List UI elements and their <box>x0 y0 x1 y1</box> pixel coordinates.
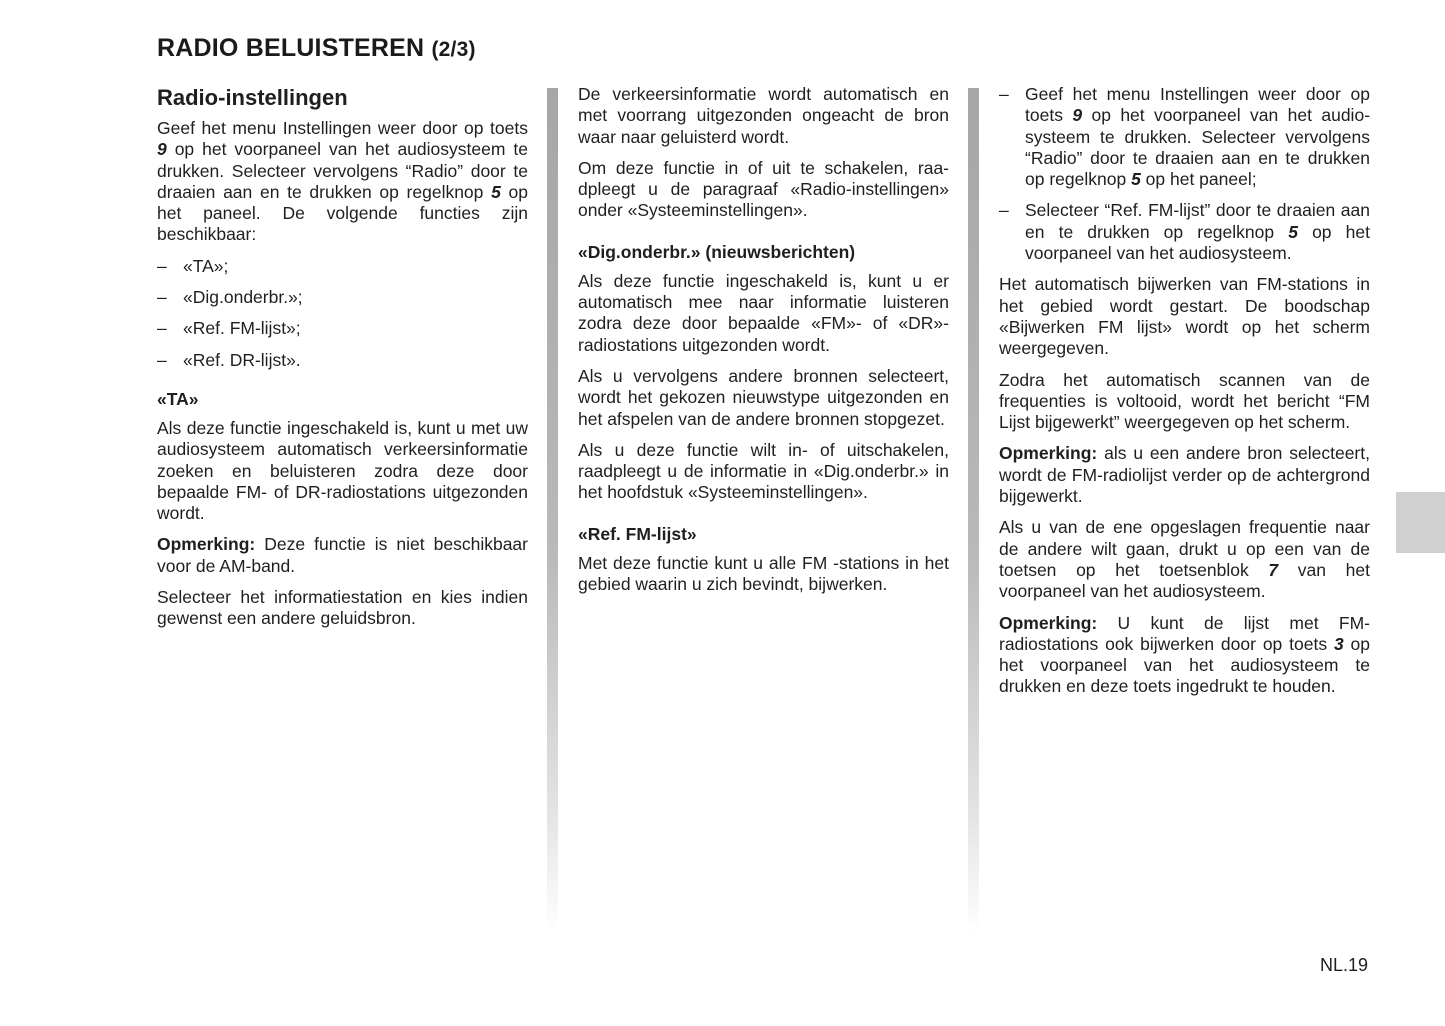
intro-text-c: op het paneel. De volgende functies zijn beschikbaar: <box>157 181 529 245</box>
step-text: Geef het menu Instellingen weer door op toets <box>1025 84 1370 126</box>
intro-paragraph <box>157 118 528 246</box>
subheading-dig-onderbr: «Dig.onderbr.» (nieuwsberichten) <box>578 241 856 262</box>
key-ref-3: 3 <box>1333 633 1344 654</box>
preset-paragraph <box>999 517 1370 602</box>
step-text: op het paneel; <box>1140 169 1257 190</box>
key-ref-7: 7 <box>1268 559 1279 580</box>
note-text: als u een andere bron selecteert, wordt de FM-radiolijst verder op de achtergrond bijgewerkt. <box>999 443 1370 507</box>
column-1 <box>157 84 528 640</box>
key-ref-5: 5 <box>491 181 501 202</box>
note-paragraph <box>999 613 1370 698</box>
column-2 <box>578 84 949 605</box>
dig-paragraph-2: Als u vervolgens andere bronnen selecteert, wordt het gekozen nieuwstype uitgezonden en het afspelen van de andere bronnen stopgezet. <box>578 365 949 429</box>
dash-marker: – <box>999 84 1009 104</box>
dig-paragraph-3: Als u deze functie wilt in- of uitschakelen, raadpleegt u de informatie in «Dig.onderbr.» in het hoofdstuk «Systeeminstellingen». <box>578 439 949 503</box>
note-label: Opmerking: <box>999 443 1098 464</box>
ta-paragraph: Als deze functie ingeschakeld is, kunt u met uw audiosysteem automatisch verkeersinformatie zoeken en beluisteren zodra deze door bepaalde FM- of DR-radiostations uitgezonden wordt. <box>157 417 528 524</box>
step-list <box>999 84 1370 264</box>
column-divider <box>547 88 558 933</box>
dash-marker: – <box>157 287 167 308</box>
intro-text-a: Geef het menu Instellingen weer door op toets <box>157 118 528 138</box>
list-item <box>157 318 528 339</box>
list-item <box>999 200 1370 264</box>
subheading-ref-fm-list: «Ref. FM-lijst» <box>578 523 697 544</box>
preset-text: van het voorpaneel van het audiosysteem. <box>999 559 1370 602</box>
chapter-thumb-tab <box>1396 492 1445 553</box>
note-label: Opmerking: <box>999 612 1098 633</box>
preset-text: Als u van de ene opgeslagen frequentie naar de andere wilt gaan, drukt u op een van de toetsen op het toetsenblok <box>999 517 1370 580</box>
key-ref-9: 9 <box>157 139 167 160</box>
traffic-info-paragraph: De verkeersinformatie wordt automatisch en met voorrang uitgezonden ongeacht de bron waar naar geluisterd wordt. <box>578 84 949 147</box>
list-item <box>157 287 528 308</box>
column-3 <box>999 84 1370 708</box>
page-number: NL.19 <box>1320 955 1369 975</box>
dash-marker: – <box>157 255 167 276</box>
list-item <box>999 84 1370 190</box>
step-text: op het voorpaneel van het audiosysteem te drukken. Selecteer vervolgens “Radio” door te draaien aan en te drukken op regelknop <box>1025 105 1371 190</box>
scan-complete-paragraph: Zodra het automatisch scannen van de frequenties is voltooid, wordt het bericht “FM Lijst bijgewerkt” weergegeven op het scherm. <box>999 369 1370 433</box>
note-paragraph <box>157 534 528 577</box>
key-ref-5: 5 <box>1288 221 1298 242</box>
dash-marker: – <box>157 318 167 339</box>
intro-text-b: op het voorpaneel van het audiosysteem te drukken. Selecteer vervolgens “Radio” door te draaien aan en te drukken op regelknop <box>157 139 528 202</box>
page-title-part: (2/3) <box>431 38 476 61</box>
page-title-text: RADIO BELUISTEREN <box>157 34 425 62</box>
column-divider <box>968 88 979 933</box>
note-paragraph <box>999 443 1370 507</box>
list-item <box>157 350 528 371</box>
toggle-paragraph: Om deze functie in of uit te schakelen, raadpleegt u de paragraaf «Radio-instellingen» onder «Systeeminstellingen». <box>578 157 949 221</box>
step-text: op het voorpaneel van het audiosysteem. <box>1025 221 1370 264</box>
dash-marker: – <box>157 349 167 370</box>
function-list <box>157 256 528 371</box>
note-text: U kunt de lijst met FM-radiostations ook bijwerken door op toets <box>999 612 1370 654</box>
select-paragraph: Selecteer het informatiestation en kies indien gewenst een andere geluidsbron. <box>157 587 528 629</box>
note-text: Deze functie is niet beschikbaar voor de AM-band. <box>157 534 528 576</box>
page-title <box>157 34 476 63</box>
list-item-text: «TA»; <box>183 255 229 276</box>
list-item <box>157 256 528 277</box>
key-ref-9: 9 <box>1072 105 1083 126</box>
fm-paragraph: Met deze functie kunt u alle FM -stations in het gebied waarin u zich bevindt, bijwerken. <box>578 552 949 595</box>
section-heading-radio-settings: Radio-instellingen <box>157 85 348 110</box>
subheading-ta: «TA» <box>157 388 199 409</box>
note-text: op het voorpaneel van het audiosysteem te drukken en deze toets ingedrukt te houden. <box>999 633 1370 697</box>
list-item-text: «Ref. DR-lijst». <box>183 349 301 370</box>
auto-update-paragraph: Het automatisch bijwerken van FM-stations in het gebied wordt gestart. De boodschap «Bijwerken FM lijst» wordt op het scherm weergegeven. <box>999 274 1370 359</box>
list-item-text: «Dig.onderbr.»; <box>183 287 303 308</box>
dash-marker: – <box>999 200 1009 221</box>
dig-paragraph-1: Als deze functie ingeschakeld is, kunt u er automatisch mee naar informatie luisteren zodra deze door bepaalde «FM»- of «DR»-radiostations uitgezonden wordt. <box>578 270 949 355</box>
note-label: Opmerking: <box>157 534 256 555</box>
key-ref-5: 5 <box>1131 169 1141 190</box>
step-text: Selecteer “Ref. FM-lijst” door te draaien aan en te drukken op regelknop <box>1025 200 1370 242</box>
list-item-text: «Ref. FM-lijst»; <box>183 318 301 339</box>
